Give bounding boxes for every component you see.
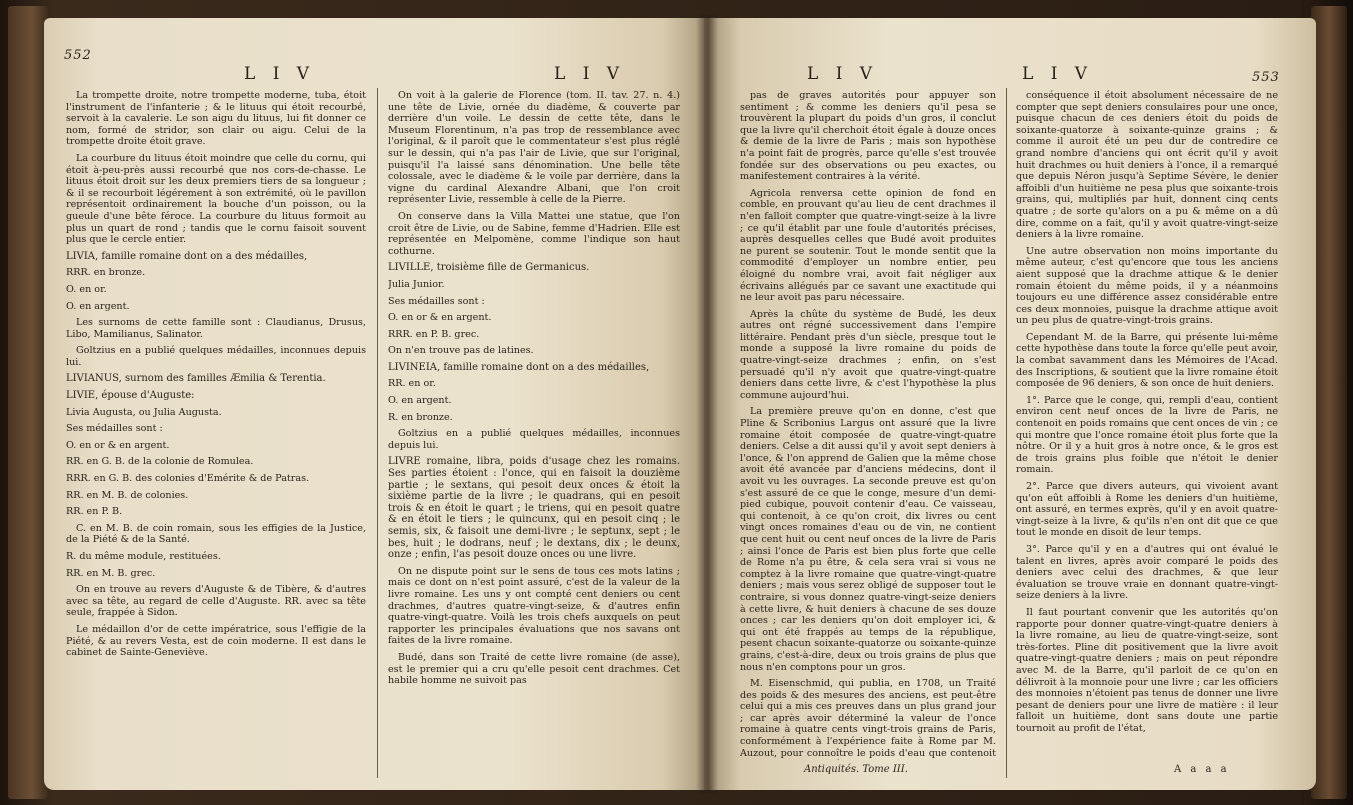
paragraph: RR. en M. B. grec.	[66, 567, 156, 579]
paragraph: Cependant M. de la Barre, qui présente lui-même cette hypothèse dans toute la force qu'elle peut avoir, la combat savamment dans les Mémoires de l'Acad. des Inscriptions, & soutient que la livre romaine étoit composée de 96 deniers, & son once de huit deniers.	[1016, 331, 1278, 390]
paragraph: La trompette droite, notre trompette moderne, tuba, étoit l'instrument de l'infanterie ; & le lituus qui étoit recourbé, servoit à la cavalerie. Le son aigu du lituus, lui fit donner ce nom, formé de stridor, son clair ou aigu. Celui de la trompette droite étoit grave.	[66, 90, 366, 148]
left-page-column-2	[388, 90, 680, 780]
paragraph: LIVINEIA, famille romaine dont on a des médailles,	[388, 361, 650, 373]
paragraph: Les surnoms de cette famille sont : Claudianus, Drusus, Libo, Mamilianus, Salinator.	[66, 317, 366, 340]
page-number: 553	[1252, 70, 1280, 85]
paragraph: RR. en G. B. de la colonie de Romulea.	[66, 456, 254, 468]
paragraph: On conserve dans la Villa Mattei une statue, que l'on croit être de Livie, ou de Sabine, femme d'Hadrien. Elle est représentée en Melpomène, comme l'indique son haut cothurne.	[388, 210, 680, 257]
right-cover-board	[1311, 6, 1347, 799]
paragraph: LIVIE, épouse d'Auguste:	[66, 390, 195, 402]
paragraph: Goltzius en a publié quelques médailles, inconnues depuis lui.	[388, 428, 680, 451]
paragraph: Le médaillon d'or de cette impératrice, sous l'effigie de la Piété, & au revers Vesta, est de coin moderne. Il est dans le cabinet de Sainte-Geneviève.	[66, 623, 366, 659]
running-head-left: L I V	[244, 64, 316, 84]
paragraph: Julia Junior.	[388, 278, 445, 290]
paragraph: O. en argent.	[66, 300, 130, 312]
paragraph: RRR. en G. B. des colonies d'Emérite & de Patras.	[66, 473, 310, 485]
paragraph: Agricola renversa cette opinion de fond en comble, en prouvant qu'au lieu de cent drachmes il n'en falloit compter que quatre-vingt-seize à la livre ; ce qu'il établit par une foule d'autorités précises, auprès desquelles celles que Budé avoit produites ne purent se soutenir. Tout le monde sentit que la commodité d'employer un nombre entier, peu éloigné du nombre vrai, avoit fait négliger aux écrivains allégués par ce savant une exactitude qui ne leur avoit pas paru nécessaire.	[740, 187, 996, 304]
right-page-column-1	[740, 90, 996, 760]
paragraph: On ne dispute point sur le sens de tous ces mots latins ; mais ce dont on n'est point assuré, c'est de la valeur de la livre romaine. Les uns y ont compté cent deniers ou cent drachmes, d'autres quatre-vingt-seize, & d'autres enfin quatre-vingt-quatre. Voilà les trois chefs auxquels on peut rapporter les principales évaluations que nos savans ont faites de la livre romaine.	[388, 565, 680, 647]
signature-mark: A a a a	[1174, 764, 1230, 775]
left-page-column-1	[66, 90, 366, 770]
paragraph: RR. en P. B.	[66, 506, 123, 518]
paragraph: LIVILLE, troisième fille de Germanicus.	[388, 262, 590, 274]
paragraph: Ses médailles sont :	[388, 295, 485, 307]
paragraph: R. du même module, restituées.	[66, 551, 221, 562]
paragraph: La première preuve qu'on en donne, c'est que Pline & Scribonius Largus ont assuré que la livre romaine étoit composée de quatre-vingt-quatre deniers. Celse a dit aussi qu'il y avoit sept deniers à l'once, & l'on apprend de Galien que la même chose avoit été avancée par d'anciens médecins, dont il avoit vu les ouvrages. La seconde preuve est qu'on s'est assuré de ce que le conge, mesure d'un demi-pied cubique, pouvoit contenir d'eau. Ce vaisseau, qui contenoit, à ce qu'on croit, dix livres ou cent vingt onces romaines d'eau ou de vin, ne contient que cent huit ou cent neuf onces de la livre de Paris ; ainsi l'once de Paris est bien plus forte que celle de Rome n'a pu être, & cela sera vrai si vous ne comptez à la livre romaine que quatre-vingt-quatre deniers ; mais vous serez obligé de supposer tout le contraire, si vous donnez quatre-vingt-seize deniers à cette livre, & huit deniers à chacune de ses douze onces ; car les deniers qu'on doit employer ici, & qui ont été frappés au temps de la république, pesent chacun soixante-quatorze ou soixante-quinze grains, c'est-à-dire, deux ou trois grains de plus que nous n'en comptons pour un gros.	[740, 406, 996, 673]
page-footer: Antiquités. Tome III.	[804, 764, 908, 775]
paragraph: 2°. Parce que divers auteurs, qui vivoient avant qu'on eût affoibli à Rome les deniers d'un huitième, ont assuré, en termes exprès, qu'il y en avoit quatre-vingt-seize à la livre, & qu'ils n'en ont dit que ce que tout le monde en disoit de leur temps.	[1016, 481, 1278, 539]
column-rule	[377, 88, 378, 778]
paragraph: O. en or & en argent.	[388, 312, 492, 324]
paragraph: RR. en or.	[388, 378, 436, 390]
paragraph: pas de graves autorités pour appuyer son sentiment ; & comme les deniers qu'il pesa se trouvèrent la plupart du poids d'un gros, il conclut que la livre qu'il cherchoit étoit égale à douze onces & demie de la livre de Paris ; mais son hypothèse n'a point fait de progrès, parce qu'elle s'est trouvée fondée sur des observations ou peu exactes, ou manifestement contraires à la vérité.	[740, 90, 996, 183]
paragraph: Goltzius en a publié quelques médailles, inconnues depuis lui.	[66, 345, 366, 368]
paragraph: R. en bronze.	[388, 411, 453, 423]
paragraph: O. en or & en argent.	[66, 439, 170, 451]
paragraph: Une autre observation non moins importante du même auteur, c'est qu'encore que tous les anciens aient supposé que la drachme attique & le denier romain étoient du même poids, il y a néanmoins toujours eu une différence assez considérable entre ces deux monnoies, puisque la drachme attique avoit un peu plus de quatre-vingt-trois grains.	[1016, 245, 1278, 327]
paragraph: On n'en trouve pas de latines.	[388, 345, 534, 357]
right-page-column-2	[1016, 90, 1278, 760]
paragraph: O. en argent.	[388, 395, 452, 407]
paragraph: O. en or.	[66, 283, 107, 295]
running-head-left: L I V	[807, 64, 879, 84]
paragraph: LIVIA, famille romaine dont on a des médailles,	[66, 250, 308, 262]
paragraph: LIVIANUS, surnom des familles Æmilia & Terentia.	[66, 373, 326, 385]
paragraph: On voit à la galerie de Florence (tom. II. tav. 27. n. 4.) une tête de Livie, ornée du diadème, & couverte par derrière d'un voile. Le dessin de cette tête, dans le Museum Florentinum, n'a pas trop de ressemblance avec l'original, & il paroît que le commentateur s'est plus réglé sur le dessin, qui n'a pas l'air de Livie, que sur l'original, puisqu'il l'a laissé sans dénomination. Une belle tête colossale, avec le diadème & le voile par derrière, dans la vigne du cardinal Alexandre Albani, que l'on croit représenter Livie, ressemble à celle de la Pierre.	[388, 90, 680, 206]
paragraph: 1°. Parce que le conge, qui, rempli d'eau, contient environ cent neuf onces de la livre de Paris, ne contenoit en poids romains que cent onces de vin ; ce qui montre que l'once romaine étoit plus forte que la nôtre. Or il y a huit gros à notre once, & le gros est de trois grains plus foible que n'étoit le denier romain.	[1016, 394, 1278, 476]
column-rule	[1006, 88, 1007, 778]
left-page	[44, 18, 709, 790]
running-head-right: L I V	[1022, 64, 1094, 84]
paragraph: On en trouve au revers d'Auguste & de Tibère, & d'autres avec sa tête, au regard de celle d'Auguste. RR. avec sa tête seule, frappée à Sidon.	[66, 584, 366, 619]
running-head-right: L I V	[554, 64, 626, 84]
paragraph: Ses médailles sont :	[66, 423, 163, 435]
paragraph: La courbure du lituus étoit moindre que celle du cornu, qui étoit à-peu-près aussi recourbé que nos cors-de-chasse. Le lituus étoit droit sur les deux premiers tiers de sa longueur ; & il se recourboit légérement à son extrémité, où le pavillon représentoit ordinairement la bouche d'un poisson, ou la gueule d'une bête féroce. La courbure du lituus formoit au plus un quart de rond ; tandis que le cornu faisoit souvent plus que le cercle entier.	[66, 152, 366, 246]
paragraph: RRR. en P. B. grec.	[388, 328, 480, 340]
paragraph: Budé, dans son Traité de cette livre romaine (de asse), est le premier qui a cru qu'elle pesoit cent drachmes. Cet habile homme ne suivoit pas	[388, 651, 680, 687]
paragraph: 3°. Parce qu'il y en a d'autres qui ont évalué le talent en livres, après avoir comparé le poids des deniers avec celui des drachmes, & que leur évaluation se trouve vraie en donnant quatre-vingt-seize deniers à la livre.	[1016, 543, 1278, 602]
paragraph: Après la chûte du système de Budé, les deux autres ont régné successivement dans l'empire littéraire. Pendant près d'un siècle, presque tout le monde a supposé la livre romaine du poids de quatre-vingt-seize drachmes ; enfin, on s'est persuadé qu'il n'y avoit que quatre-vingt-quatre deniers dans cette livre, & c'est l'hypothèse la plus commune aujourd'hui.	[740, 308, 996, 401]
paragraph: conséquence il étoit absolument nécessaire de ne compter que sept deniers consulaires pour une once, puisque chacun de ces deniers étoit du poids de soixante-quatorze à soixante-quinze grains ; & comme il auroit été un peu dur de contredire ce grand nombre d'anciens qui ont écrit qu'il y avoit huit drachmes ou huit deniers à l'once, il a remarqué que depuis Néron jusqu'à Septime Sévère, le denier affoibli d'un huitième ne pesa plus que soixante-trois grains, qui, multipliés par huit, donnent cinq cents quatre ; de sorte qu'alors on a pu & même on a dû dire, comme on a fait, qu'il y avoit quatre-vingt-seize deniers à la livre romaine.	[1016, 90, 1278, 241]
paragraph: Il faut pourtant convenir que les autorités qu'on rapporte pour donner quatre-vingt-quatre deniers à la livre romaine, au lieu de quatre-vingt-seize, sont très-fortes. Pline dit positivement que la livre avoit quatre-vingt-quatre deniers ; mais on peut répondre avec M. de la Barre, qu'il parloit de ce qu'on en délivroit à la monnoie pour une livre ; car les officiers des monnoies n'étoient pas tenus de donner une livre pesant de deniers pour une livre de matière : il leur falloit un huitième, dont sans doute une partie tournoit au profit de l'état,	[1016, 606, 1278, 734]
paragraph: Livia Augusta, ou Julia Augusta.	[66, 406, 222, 418]
paragraph: RRR. en bronze.	[66, 267, 146, 279]
paragraph: M. Eisenschmid, qui publia, en 1708, un Traité des poids & des mesures des anciens, est peut-être celui qui a mis ces preuves dans un plus grand jour ; car après avoir déterminé la valeur de l'once romaine à quatre cents vingt-trois grains de Paris, conformément à l'expérience faite à Rome par M. Auzout, pour connoître le poids d'eau que contenoit	[740, 678, 996, 759]
paragraph: RR. en M. B. de colonies.	[66, 489, 189, 501]
left-cover-board	[8, 6, 48, 799]
paragraph: LIVRE romaine, libra, poids d'usage chez les romains. Ses parties étoient : l'once, qui en faisoit la douzième partie ; le sextans, qui pesoit deux onces & étoit la sixième partie de la livre ; le quadrans, qui en pesoit trois & en étoit le quart ; le triens, qui en pesoit quatre & en étoit le tiers ; le quincunx, qui en pesoit cinq ; le semis, six, & faisoit une demi-livre ; le septunx, sept ; le bes, huit ; le dodrans, neuf ; le dextans, dix ; le deunx, onze ; enfin, l'as pesoit douze onces ou une livre.	[388, 456, 680, 561]
right-page	[704, 18, 1316, 790]
page-number: 552	[64, 48, 92, 63]
book-gutter	[696, 14, 718, 794]
paragraph: C. en M. B. de coin romain, sous les effigies de la Justice, de la Piété & de la Santé.	[66, 522, 366, 546]
